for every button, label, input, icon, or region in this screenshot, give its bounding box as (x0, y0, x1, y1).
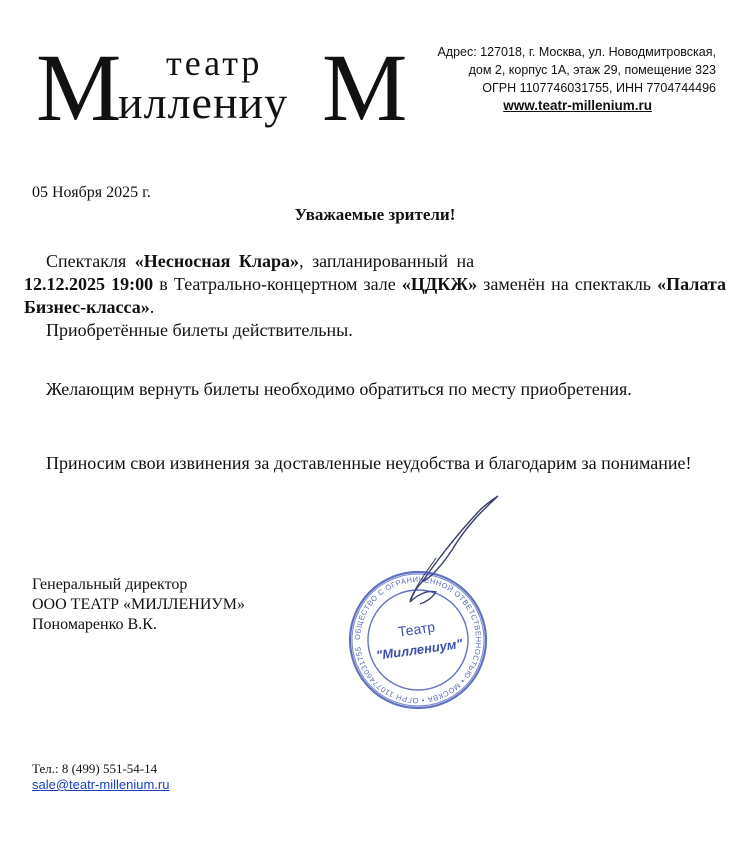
venue-name: «ЦДКЖ» (401, 274, 478, 294)
greeting: Уважаемые зрители! (294, 205, 456, 224)
paragraph-refund: Желающим вернуть билеты необходимо обратиться по месту приобретения. (46, 379, 632, 399)
p1-text-c: в Театрально-концертном зале (153, 274, 402, 294)
website-link[interactable]: www.teatr-millenium.ru (503, 98, 652, 113)
new-show-title: «Палата Бизнес-класса» (24, 274, 726, 317)
svg-text:ОБЩЕСТВО С ОГРАНИЧЕННОЙ ОТВЕТС (353, 575, 483, 705)
performance-datetime: 12.12.2025 19:00 (24, 274, 154, 294)
stamp-line-1: Театр (396, 618, 437, 640)
paragraph-apology: Приносим свои извинения за доставленные неудобства и благодарим за понимание! (46, 453, 692, 473)
logo-top-word: театр (166, 43, 263, 83)
stamp-and-signature (340, 490, 500, 730)
address-line-2: дом 2, корпус 1А, этаж 29, помещение 323 (468, 63, 716, 77)
letter-date: 05 Ноября 2025 г. (32, 184, 151, 201)
signatory-name: Пономаренко В.К. (32, 616, 157, 633)
p1-text-b: , запланированный на (299, 251, 475, 271)
logo-bottom-word: иллениу (118, 77, 289, 128)
logo-left-letter: М (36, 34, 122, 141)
address-line-1: Адрес: 127018, г. Москва, ул. Новодмитровская, (437, 45, 716, 59)
tickets-valid-text: Приобретённые билеты действительны. (46, 320, 353, 340)
stamp-ring-text: ОБЩЕСТВО С ОГРАНИЧЕННОЙ ОТВЕТСТВЕННОСТЬЮ • МОСКВА • ОГРН 1107746031755 (352, 574, 484, 706)
p1-text-a: Спектакля (46, 251, 135, 271)
logo-right-letter: М (322, 34, 408, 141)
signature-block (32, 575, 245, 635)
header-address (406, 43, 716, 115)
stamp-line-2: "Миллениум" (375, 635, 464, 663)
p1-text-d: заменён на спектакль (477, 274, 658, 294)
footer-contacts (32, 761, 169, 793)
signatory-company: ООО ТЕАТР «МИЛЛЕНИУМ» (32, 596, 245, 613)
paragraph-replacement (24, 250, 726, 342)
old-show-title: «Несносная Клара» (134, 251, 300, 271)
footer-phone: Тел.: 8 (499) 551-54-14 (32, 761, 158, 776)
address-line-3: ОГРН 1107746031755, ИНН 7704744496 (482, 81, 716, 95)
theatre-logo (36, 34, 416, 141)
signatory-position: Генеральный директор (32, 576, 188, 593)
p1-text-e: . (149, 297, 155, 317)
footer-email-link[interactable]: sale@teatr-millenium.ru (32, 777, 170, 792)
